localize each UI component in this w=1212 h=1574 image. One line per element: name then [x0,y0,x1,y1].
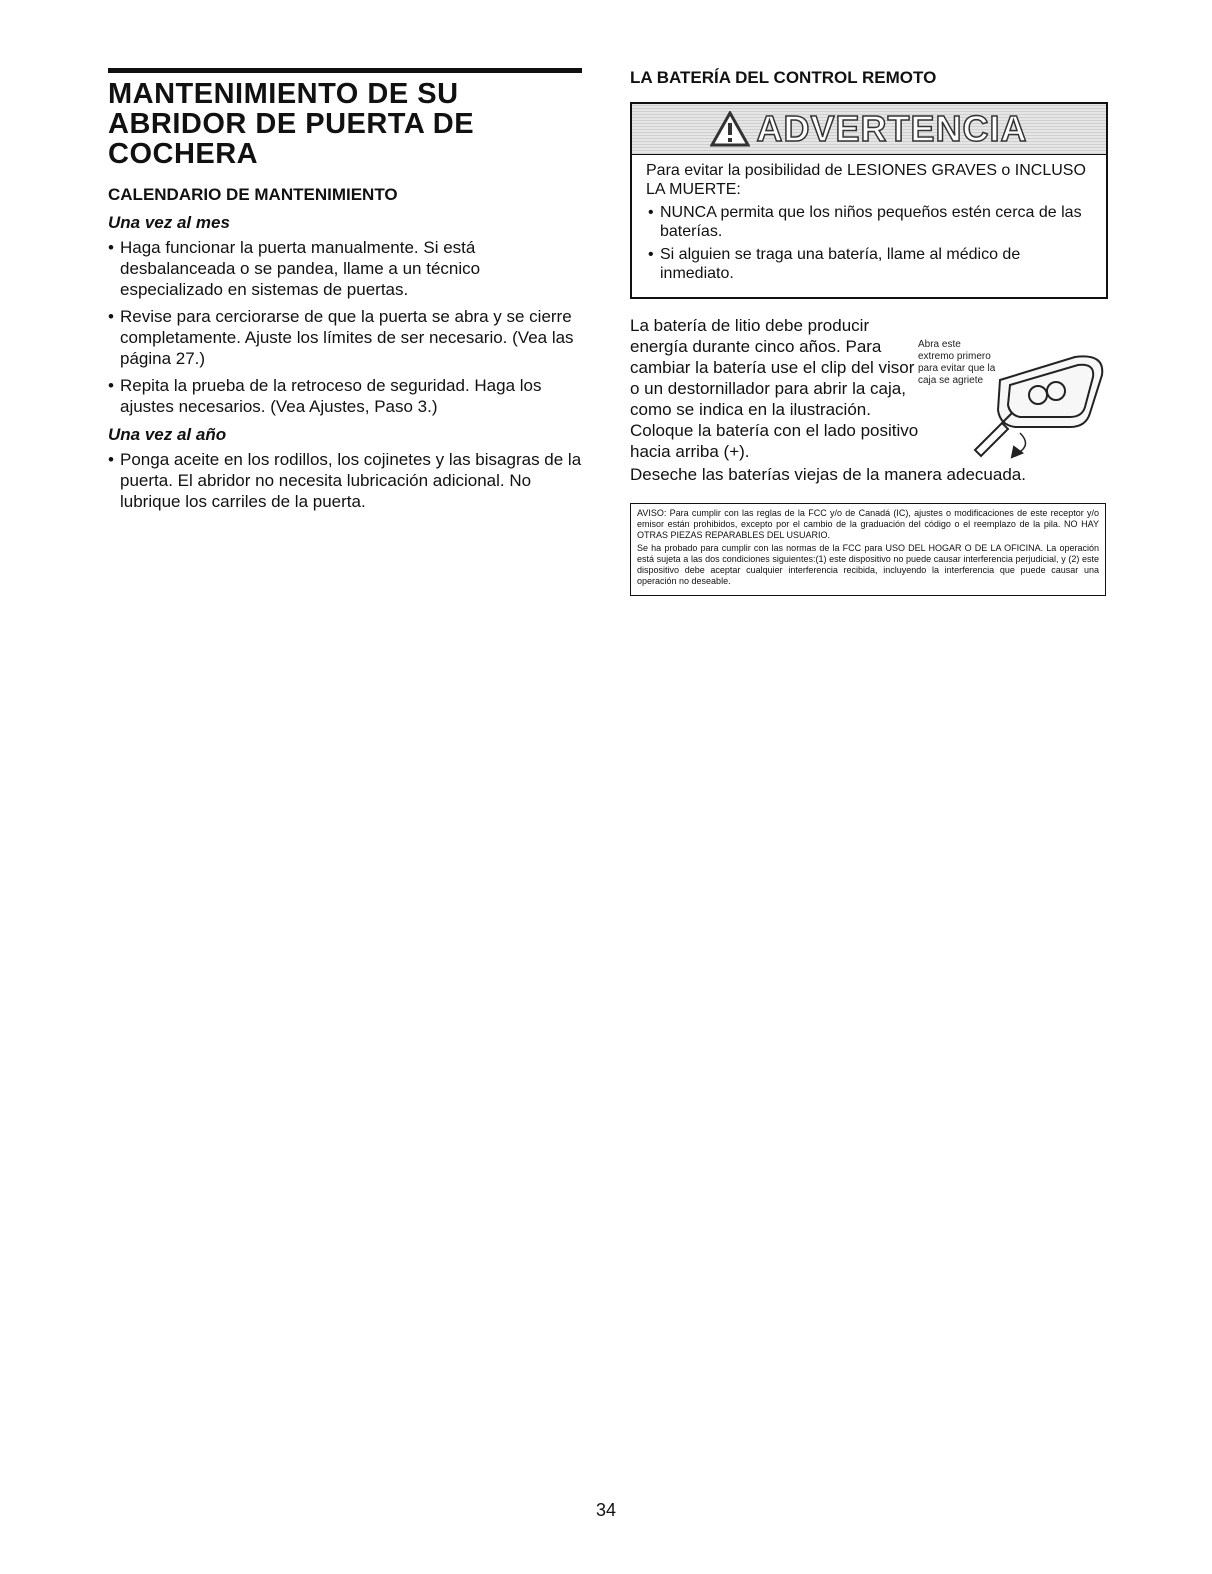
yearly-list [108,449,582,512]
list-item [108,449,582,512]
fcc-notice-paragraph-2: Se ha probado para cumplir con las normas de la FCC para USO DEL HOGAR O DE LA OFICINA. La operación está sujeta a las dos condiciones siguientes:(1) este dispositivo no puede causar interferencia perjudicial, y (2) este dispositivo debe aceptar cualquier interferencia recibida, incluyendo la interferencia que puede causar una operación no deseable. [637,543,1099,586]
dispose-text: Deseche las baterías viejas de la manera adecuada. [630,465,1026,484]
list-item-text: Repita la prueba de la retroceso de seguridad. Haga los ajustes necesarios. (Vea Ajustes, Paso 3.) [120,376,542,416]
title-line-3: COCHERA [108,138,259,170]
warning-box [630,102,1108,299]
list-item [108,306,582,369]
list-item-text: Si alguien se traga una batería, llame al médico de inmediato. [660,246,1021,282]
bullet-icon: • [648,246,654,263]
warning-banner-text: ADVERTENCIA [756,108,1028,149]
monthly-heading: Una vez al mes [108,213,230,232]
bullet-icon: • [648,204,654,221]
list-item-text: Haga funcionar la puerta manualmente. Si está desbalanceada o se pandea, llame a un técnico especializado en sistemas de puertas. [120,238,481,299]
warning-triangle-icon [710,111,750,147]
title-rule [108,68,582,73]
title-line-1: MANTENIMIENTO DE SU [108,78,459,110]
bullet-icon: • [108,450,114,469]
list-item-text: Ponga aceite en los rodillos, los cojinetes y las bisagras de la puerta. El abridor no necesita lubricación adicional. No lubrique los carriles de la puerta. [120,450,582,511]
page-number: 34 [595,1500,617,1520]
left-column [108,68,582,518]
list-item-text: Revise para cerciorarse de que la puerta se abra y se cierre completamente. Ajuste los límites de ser necesario. (Vea las página 27.) [120,307,574,368]
list-item [108,237,582,300]
yearly-heading: Una vez al año [108,425,227,444]
battery-section [630,315,1110,465]
bullet-icon: • [108,307,114,326]
fcc-notice-paragraph-1: AVISO: Para cumplir con las reglas de la FCC y/o de Canadá (IC), ajustes o modificaciones de este receptor y/o emisor están prohibidos, excepto por el cambio de la graduación del código o el reemplazo de la pila. NO HAY OTRAS PIEZAS REPARABLES DEL USUARIO. [637,508,1099,540]
fcc-notice-box [630,503,1106,596]
title-line-2: ABRIDOR DE PUERTA DE [108,108,475,140]
monthly-list [108,237,582,417]
right-column [630,68,1110,596]
bullet-icon: • [108,238,114,257]
warning-intro: Para evitar la posibilidad de LESIONES GRAVES o INCLUSO LA MUERTE: [646,162,1086,198]
warning-list [646,203,1096,283]
battery-instructions: La batería de litio debe producir energía durante cinco años. Para cambiar la batería use el clip del visor o un destornillador para abrir la caja, como se indica en la ilustración. Coloque la batería con el lado positivo hacia arriba (+). [630,316,919,461]
battery-heading: LA BATERÍA DEL CONTROL REMOTO [630,68,937,87]
remote-battery-illustration [940,335,1110,465]
page-title [108,79,582,169]
schedule-heading: CALENDARIO DE MANTENIMIENTO [108,185,398,204]
illustration-caption: Abra este extremo primero para evitar que la caja se agriete [918,339,996,386]
warning-banner [632,104,1106,155]
list-item [108,375,582,417]
list-item-text: NUNCA permita que los niños pequeños estén cerca de las baterías. [660,204,1082,240]
list-item [646,203,1096,241]
warning-body [632,155,1106,297]
list-item [646,245,1096,283]
bullet-icon: • [108,376,114,395]
